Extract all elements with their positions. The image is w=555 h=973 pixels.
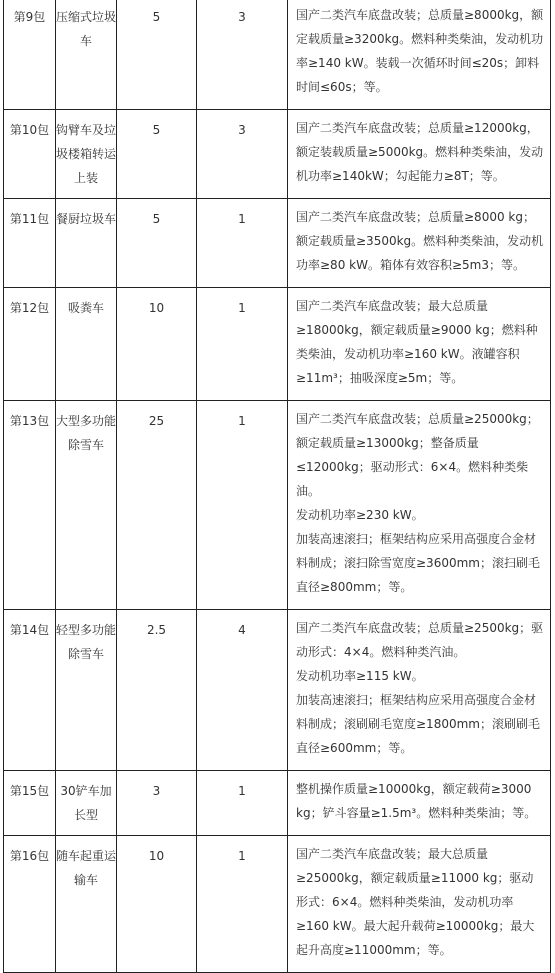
spec-cell [288, 610, 551, 771]
budget-cell [117, 0, 197, 110]
budget-text: 5 [152, 212, 161, 226]
item-name-cell [56, 771, 117, 836]
spec-cell [288, 0, 551, 110]
item-name-cell [56, 836, 117, 973]
quantity-text: 1 [238, 784, 246, 798]
table-row [4, 771, 551, 836]
quantity-cell [197, 199, 288, 288]
spec-text: 国产二类汽车底盘改装；总质量≥12000kg，额定装载质量≥5000kg。燃料种类柴油，发动机功率≥140kW；勾起能力≥8T；等。 [296, 121, 544, 183]
quantity-text: 1 [238, 849, 246, 863]
budget-cell [117, 288, 197, 401]
budget-text: 5 [152, 10, 161, 24]
package-text: 第10包 [9, 123, 50, 137]
quantity-cell [197, 771, 288, 836]
budget-cell [117, 401, 197, 610]
spec-cell [288, 401, 551, 610]
package-text: 第11包 [9, 212, 50, 226]
budget-cell [117, 610, 197, 771]
quantity-text: 3 [238, 123, 246, 137]
package-text: 第9包 [13, 10, 46, 24]
spec-text: 国产二类汽车底盘改装；总质量≥2500kg；驱动形式：4×4。燃料种类汽油。 [296, 621, 544, 659]
package-cell [4, 401, 56, 610]
quantity-cell [197, 110, 288, 199]
budget-text: 2.5 [146, 623, 167, 637]
package-text: 第12包 [9, 301, 50, 315]
quantity-text: 1 [238, 301, 246, 315]
table-row [4, 836, 551, 973]
table-row [4, 110, 551, 199]
package-cell [4, 110, 56, 199]
item-name-text: 随车起重运输车 [56, 849, 117, 887]
package-cell [4, 836, 56, 973]
quantity-cell [197, 836, 288, 973]
table-body [4, 0, 551, 973]
package-text: 第16包 [9, 849, 50, 863]
spec-text: 国产二类汽车底盘改装；总质量≥8000kg，额定载质量≥3200kg。燃料种类柴油，发动机功率≥140 kW。装载一次循环时间≤20s；卸料时间≤60s；等。 [296, 8, 544, 94]
spec-cell [288, 836, 551, 973]
package-cell [4, 288, 56, 401]
item-name-text: 压缩式垃圾车 [56, 10, 117, 48]
item-name-text: 吸粪车 [67, 301, 104, 315]
item-name-text: 餐厨垃圾车 [56, 212, 117, 226]
budget-text: 5 [152, 123, 161, 137]
package-cell [4, 0, 56, 110]
quantity-text: 4 [238, 623, 246, 637]
item-name-cell [56, 199, 117, 288]
quantity-cell [197, 401, 288, 610]
quantity-cell [197, 288, 288, 401]
quantity-cell [197, 610, 288, 771]
item-name-cell [56, 610, 117, 771]
spec-text: 发动机功率≥115 kW。 [296, 669, 424, 683]
spec-text: 整机操作质量≥10000kg，额定载荷≥3000 kg；铲斗容量≥1.5m³。燃料种类柴油；等。 [296, 782, 537, 820]
package-cell [4, 610, 56, 771]
table-row [4, 0, 551, 110]
spec-cell [288, 199, 551, 288]
item-name-cell [56, 288, 117, 401]
item-name-text: 30铲车加长型 [60, 784, 112, 822]
package-text: 第15包 [9, 784, 50, 798]
package-cell [4, 771, 56, 836]
item-name-cell [56, 110, 117, 199]
spec-text: 国产二类汽车底盘改装；最大总质量≥18000kg，额定载质量≥9000 kg；燃料种类柴油，发动机功率≥160 kW。液罐容积≥11m³；抽吸深度≥5m；等。 [296, 299, 538, 385]
item-name-text: 大型多功能除雪车 [56, 414, 117, 452]
table-row [4, 610, 551, 771]
spec-text: 国产二类汽车底盘改装；总质量≥25000kg；额定载质量≥13000kg；整备质量≤12000kg；驱动形式：6×4。燃料种类柴油。 [296, 412, 539, 498]
budget-cell [117, 110, 197, 199]
item-name-text: 轻型多功能除雪车 [56, 623, 117, 661]
budget-text: 10 [148, 301, 165, 315]
quantity-text: 1 [238, 212, 246, 226]
quantity-cell [197, 0, 288, 110]
package-text: 第14包 [9, 623, 50, 637]
table-row [4, 401, 551, 610]
spec-cell [288, 288, 551, 401]
spec-text: 国产二类汽车底盘改装；最大总质量≥25000kg，额定载质量≥11000 kg；驱动形式：6×4。燃料种类柴油，发动机功率≥160 kW。最大起升载荷≥10000kg；最大起升高度≥11000mm；等。 [296, 847, 535, 957]
package-text: 第13包 [9, 414, 50, 428]
quantity-text: 1 [238, 414, 246, 428]
budget-text: 25 [148, 414, 165, 428]
spec-text: 加装高速滚扫；框架结构应采用高强度合金材料制成；滚扫除雪宽度≥3600mm；滚扫刷毛直径≥800mm；等。 [296, 532, 540, 594]
item-name-cell [56, 0, 117, 110]
table-row [4, 199, 551, 288]
item-name-cell [56, 401, 117, 610]
spec-text: 发动机功率≥230 kW。 [296, 508, 424, 522]
budget-text: 10 [148, 849, 165, 863]
table-row [4, 288, 551, 401]
budget-cell [117, 199, 197, 288]
spec-text: 国产二类汽车底盘改装；总质量≥8000 kg；额定载质量≥3500kg。燃料种类柴油，发动机功率≥80 kW。箱体有效容积≥5m3；等。 [296, 210, 544, 272]
budget-cell [117, 836, 197, 973]
procurement-table [3, 0, 551, 973]
item-name-text: 钩臂车及垃圾楼箱转运上装 [56, 123, 117, 185]
spec-cell [288, 771, 551, 836]
spec-text: 加装高速滚扫；框架结构应采用高强度合金材料制成；滚刷刷毛宽度≥1800mm；滚刷刷毛直径≥600mm；等。 [296, 693, 540, 755]
spec-cell [288, 110, 551, 199]
package-cell [4, 199, 56, 288]
budget-text: 3 [152, 784, 161, 798]
quantity-text: 3 [238, 10, 246, 24]
budget-cell [117, 771, 197, 836]
